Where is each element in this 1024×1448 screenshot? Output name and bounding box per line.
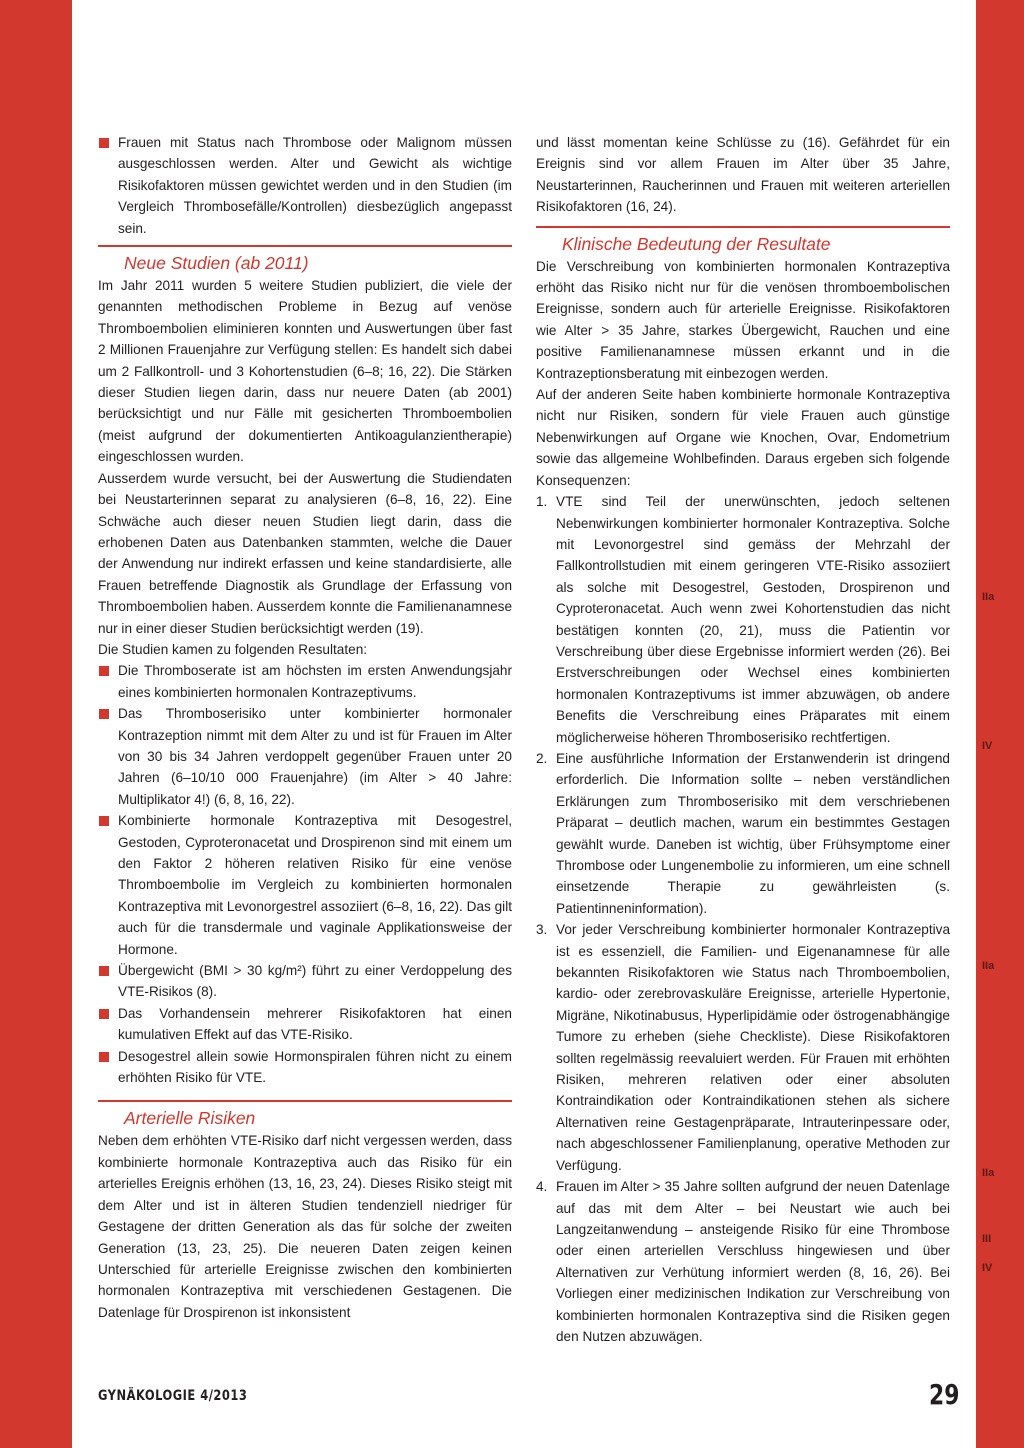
- list-item: 4. Frauen im Alter > 35 Jahre sollten aufgrund der neuen Datenlage auf das mit dem Alter – bei Neustart wie auch bei Langzeitanwendung – ansteigende Risiko für eine Thrombose oder einen arteriellen Verschluss hingewiesen und über Alternativen zur Verhütung informiert werden (8, 16, 26). Bei Vorliegen einer medizinischen Indikation zur Verschreibung von kombinierten hormonalen Kontrazeptiva sind die Risiken gegen den Nutzen abzuwägen.: [536, 1179, 950, 1344]
- right-column: [536, 132, 950, 1347]
- bullet-square-icon: [99, 1009, 109, 1019]
- bullet-square-icon: [99, 816, 109, 826]
- left-column: [98, 132, 512, 1323]
- paragraph: Auf der anderen Seite haben kombinierte hormonale Kontrazeptiva nicht nur Risiken, sondern für viele Frauen auch günstige Nebenwirkungen auf Organe wie Knochen, Ovar, Endometrium sowie das allgemeine Wohlbefinden. Daraus ergeben sich folgende Konsequenzen:: [536, 387, 950, 488]
- results-bullet-list: [98, 660, 512, 1088]
- section-heading-arterielle-risiken: Arterielle Risiken: [98, 1100, 512, 1130]
- list-item: Das Thromboserisiko unter kombinierter hormonaler Kontrazeption nimmt mit dem Alter zu und ist für Frauen im Alter von 30 bis 34 Jahren verdoppelt gegenüber Frauen unter 20 Jahren (6–10/10 000 Frauenjahre) (im Alter > 40 Jahre: Multiplikator 4!) (6, 8, 16, 22).: [98, 703, 512, 810]
- right-margin-bar: [976, 0, 1024, 1448]
- evidence-level-label: IV: [982, 740, 993, 752]
- left-margin-bar: [0, 0, 72, 1448]
- paragraph: Im Jahr 2011 wurden 5 weitere Studien publiziert, die viele der genannten methodischen Probleme in Bezug auf venöse Thromboembolien eliminieren konnten und Auswertungen über fast 2 Millionen Frauenjahre zur Verfügung stellen: Es handelt sich dabei um 2 Fallkontroll- und 3 Kohortenstudien (6–8; 16, 22). Die Stärken dieser Studien liegen darin, dass nur neuere Daten (ab 2001) berücksichtigt und nur Fälle mit gesicherten Thromboembolien (meist aufgrund der dokumentierten Antikoagulanzientherapie) eingeschlossen wurden.: [98, 278, 512, 465]
- list-item: Die Thromboserate ist am höchsten im ersten Anwendungsjahr eines kombinierten hormonalen Kontrazeptivums.: [98, 660, 512, 703]
- evidence-level-label: IIa: [982, 960, 995, 972]
- evidence-level-label: IV: [982, 1262, 993, 1274]
- list-item: 2. Eine ausführliche Information der Erstanwenderin ist dringend erforderlich. Die Information sollte – neben verständlichen Erklärungen zum Thromboserisiko mit dem verschriebenen Präparat – deutlich machen, warum ein bestimmtes Gestagen gewählt wurde. Daneben ist wichtig, über Frühsymptome einer Thrombose oder Lungenembolie zu informieren, um eine schnell einsetzende Therapie zu gewährleisten (s. Patientinneninformation).: [536, 750, 950, 916]
- consequences-list: [536, 491, 950, 1347]
- section-heading-klinische-bedeutung: Klinische Bedeutung der Resultate: [536, 226, 950, 256]
- list-item: Desogestrel allein sowie Hormonspiralen führen nicht zu einem erhöhten Risiko für VTE.: [98, 1046, 512, 1089]
- bullet-square-icon: [99, 138, 109, 148]
- bullet-square-icon: [99, 1052, 109, 1062]
- list-item: 1. VTE sind Teil der unerwünschten, jedoch seltenen Nebenwirkungen kombinierter hormonaler Kontrazeptiva. Solche mit Levonorgestrel sind gemäss der Mehrzahl der Fallkontrollstudien mit einem geringeren VTE-Risiko assoziiert als solche mit Desogestrel, Gestoden, Drospirenon und Cyproteronacetat. Auch wenn zwei Kohortenstudien das nicht bestätigen konnten (20, 21), muss die Patientin vor Verschreibung über diese Ergebnisse informiert werden (26). Bei Erstverschreibungen oder Wechsel eines kombinierten hormonalen Kontrazeptivums ist immer abzuwägen, ob andere Benefits die Verschreibung eines Präparates mit einem möglicherweise höheren Thromboserisiko rechtfertigen.: [536, 494, 950, 745]
- bullet-square-icon: [99, 709, 109, 719]
- bullet-square-icon: [99, 666, 109, 676]
- evidence-level-label: III: [982, 1233, 992, 1245]
- intro-bullet-list: [98, 132, 512, 239]
- page-number: 29: [929, 1378, 960, 1411]
- list-item: Kombinierte hormonale Kontrazeptiva mit Desogestrel, Gestoden, Cyproteronacetat und Drospirenon sind mit einem um den Faktor 2 höheren relativen Risiko für eine venöse Thromboembolie im Vergleich zu kombinierten hormonalen Kontrazeptiva mit Levonorgestrel assoziiert (6–8, 16, 22). Das gilt auch für die transdermale und vaginale Applikationsweise der Hormone.: [98, 810, 512, 960]
- list-item: 3. Vor jeder Verschreibung kombinierter hormonaler Kontrazeptiva ist es essenziell, die Familien- und Eigenanamnese für alle bekannten Risikofaktoren wie Status nach Thromboembolien, kardio- oder zerebrovaskuläre Ereignisse, arterielle Hypertonie, Migräne, Nikotinabusus, Hyperlipidämie oder östrogenabhängige Tumore zu erheben (siehe Checkliste). Diese Risikofaktoren sollten regelmässig reevaluiert werden. Für Frauen mit erhöhten Risiken, mehreren relativen oder einer absoluten Kontraindikation oder Kontraindikationen stehen als sichere Alternativen reine Gestagenpräparate, Intrauterinpessare oder, nach abgeschlossener Familienplanung, operative Methoden zur Verfügung.: [536, 922, 950, 1173]
- paragraph: Ausserdem wurde versucht, bei der Auswertung die Studiendaten bei Neustarterinnen separat zu analysieren (6–8, 16, 22). Eine Schwäche auch dieser neuen Studien liegt darin, dass die erhobenen Daten aus Datenbanken stammten, welche die Dauer der Anwendung nur indirekt erfassen und keine standardisierte, alle Frauen betreffende Diagnostik als Grundlage der Erfassung von Thromboembolien haben. Ausserdem konnte die Familienanamnese nur in einer dieser Studien berücksichtigt werden (19).: [98, 470, 512, 636]
- list-item: Das Vorhandensein mehrerer Risikofaktoren hat einen kumulativen Effekt auf das VTE-Risiko.: [98, 1003, 512, 1046]
- paragraph: und lässt momentan keine Schlüsse zu (16). Gefährdet für ein Ereignis sind vor allem Frauen im Alter über 35 Jahre, Neustarterinnen, Raucherinnen und Frauen mit weiteren arteriellen Risikofaktoren (16, 24).: [536, 135, 950, 215]
- section-heading-neue-studien: Neue Studien (ab 2011): [98, 245, 512, 275]
- evidence-level-label: IIa: [982, 591, 995, 603]
- bullet-square-icon: [99, 966, 109, 976]
- evidence-level-label: IIa: [982, 1167, 995, 1179]
- paragraph: Neben dem erhöhten VTE-Risiko darf nicht vergessen werden, dass kombinierte hormonale Kontrazeptiva auch das Risiko für ein arterielles Ereignis erhöhen (13, 16, 23, 24). Dieses Risiko steigt mit dem Alter und ist in älteren Studien tendenziell niedriger für Gestagene der dritten Generation als das für solche der zweiten Generation (13, 23, 25). Die neueren Daten zeigen keinen Unterschied für arterielle Ereignisse zwischen den kombinierten hormonalen Kontrazeptiva mit verschiedenen Gestagenen. Die Datenlage für Drospirenon ist inkonsistent: [98, 1133, 512, 1320]
- journal-footer: GYNÄKOLOGIE 4/2013: [98, 1388, 248, 1404]
- paragraph: Die Studien kamen zu folgenden Resultaten:: [98, 641, 368, 657]
- paragraph: Die Verschreibung von kombinierten hormonalen Kontrazeptiva erhöht das Risiko nicht nur für die venösen thromboembolischen Ereignisse, sondern auch für arterielle Ereignisse. Risikofaktoren wie Alter > 35 Jahre, starkes Übergewicht, Rauchen und eine positive Familienanamnese müssen erkannt und in die Kontrazeptionsberatung mit einbezogen werden.: [536, 258, 950, 381]
- list-item: Frauen mit Status nach Thrombose oder Malignom müssen ausgeschlossen werden. Alter und Gewicht als wichtige Risikofaktoren müssen gewichtet werden und in den Studien (im Vergleich Thrombosefälle/Kontrollen) diesbezüglich angepasst sein.: [98, 132, 512, 239]
- list-item: Übergewicht (BMI > 30 kg/m²) führt zu einer Verdoppelung des VTE-Risikos (8).: [98, 960, 512, 1003]
